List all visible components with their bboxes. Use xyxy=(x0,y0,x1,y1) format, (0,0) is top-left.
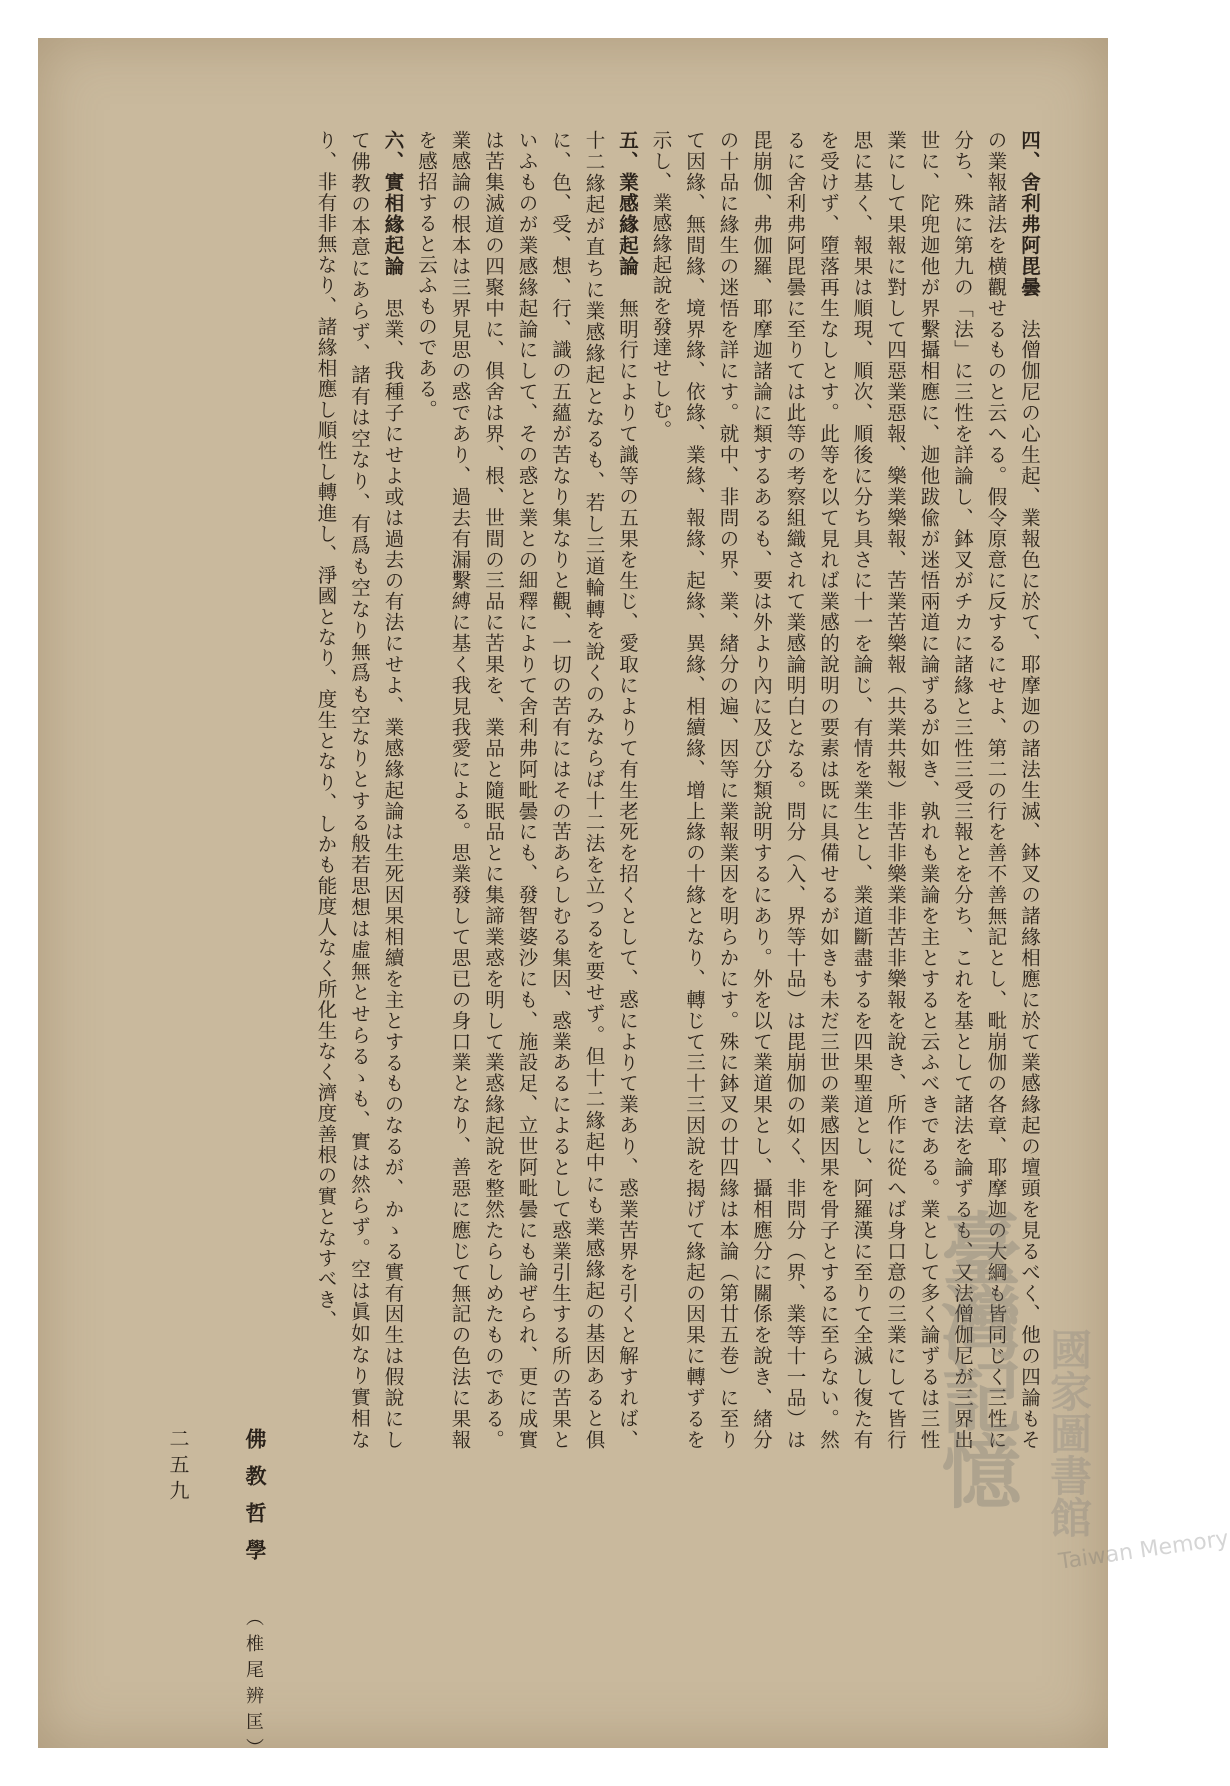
watermark-logo xyxy=(898,1208,1230,1678)
section-heading-4: 四、舍利弗阿毘曇 xyxy=(1018,130,1041,298)
paragraph-text-6: 思業、我種子にせよ或は過去の有法にせよ、業感緣起論は生死因果相續を主とするものなるが、かゝる實有因生は假說にして佛教の本意にあらず、諸有は空なり、有爲も空なり無爲も空なりとする般若思想は虛無とせらるゝも、實は然らず。空は眞如なり實相なり、非有非無なり、諸緣相應し順性し轉進し、淨國となり、度生となり、しかも能度人なく所化生なく濟度善根の實となすべき、 xyxy=(314,130,405,1451)
author-name: （椎尾辨匡） xyxy=(243,1608,264,1764)
watermark-sub-text: 國家圖書館 xyxy=(1044,1328,1093,1538)
watermark-english-text: Taiwan Memory xyxy=(1057,1526,1230,1575)
paragraph-6 xyxy=(309,130,410,1450)
footer xyxy=(114,1428,314,1764)
section-heading-5: 五、業感緣起論 xyxy=(616,130,639,277)
page-number: 二五九 xyxy=(166,1428,190,1506)
paragraph-5 xyxy=(410,130,645,1450)
paragraph-text-4: 法僧伽尼の心生起、業報色に於て、耶摩迦の諸法生滅、鉢叉の諸緣相應に於て業感緣起の壇頭を見るべく、他の四論もその業報諸法を横觀せるものと云へる。假令原意に反するにせよ、第二の行を善不善無記とし、毗崩伽の各章、耶摩迦の大綱も皆同じく三性に分ち、殊に第九の「法」に三性を詳論し、鉢叉がチカに諸緣と三性三受三報とを分ち、これを基として諸法を論ずるも、又法僧伽尼が三界出世に、陀兜迦他が界繫攝相應に、迦他跋偸が迷悟兩道に論ずるが如き、孰れも業論を主とすると云ふべきである。業として多く論ずるは三性業にして果報に對して四惡業惡報、樂業樂報、苦業苦樂報（共業共報）非苦非樂業非苦非樂報を說き、所作に從へば身口意の三業にして皆行思に基く、報果は順現、順次、順後に分ち具さに十一を論じ、有情を業生とし、業道斷盡するを四果聖道とし、阿羅漢に至りて全滅し復た有を受けず、墮落再生なしとす。此等を以て見れば業感的說明の要素は既に具備せるが如きも未だ三世の業感因果を骨子とするに至らない。然るに舍利弗阿毘曇に至りては此等の考察組織されて業感論明白となる。問分（入、界等十品）は毘崩伽の如く、非問分（界、業等十一品）は毘崩伽、弗伽羅、耶摩迦諸論に類するあるも、要は外より內に及び分類說明するにあり。外を以て業道果とし、攝相應分に關係を說き、緖分の十品に緣生の迷悟を詳にす。就中、非問の界、業、緖分の遍、因等に業報業因を明らかにす。殊に鉢叉の廿四緣は本論（第廿五卷）に至りて因緣、無間緣、境界緣、依緣、業緣、報緣、起緣、異緣、相續緣、增上緣の十緣となり、轉じて三十三因說を揭げて緣起の因果に轉ずるを示し、業感緣起說を發達せしむ。 xyxy=(649,130,1041,1450)
book-title: 佛教哲學 xyxy=(243,1428,268,1576)
scanned-page xyxy=(38,38,1230,1764)
section-heading-6: 六、實相緣起論 xyxy=(381,130,405,277)
paragraph-text-5: 無明行によりて識等の五果を生じ、愛取によりて有生老死を招くとして、惑によりて業あり、惑業苦界を引くと解すれば、十二緣起が直ちに業感緣起となるも、若し三道輪轉を說くのみならば十二法を立つるを要せず。但十二緣起中にも業感緣起の基因あると俱に、色、受、想、行、識の五蘊が苦なり集なりと觀、一切の苦有にはその苦あらしむる集因、惑業あるによるとして惑業引生する所の苦果といふものが業感緣起論にして、その惑と業との細釋によりて舍利弗阿毗曇にも、發智婆沙にも、施設足、立世阿毗曇にも論ぜられ、更に成實は苦集滅道の四聚中に、俱舍は界、根、世間の三品に苦果を、業品と隨眠品とに集諦業惑を明して業惑緣起說を整然たらしめたものである。業感論の根本は三界見思の惑であり、過去有漏繫縛に基く我見我愛による。思業發して思已の身口業となり、善惡に應じて無記の色法に果報を感招すると云ふものである。 xyxy=(415,130,639,1451)
watermark-chinese-text: 臺灣記憶 xyxy=(928,1208,1022,1504)
